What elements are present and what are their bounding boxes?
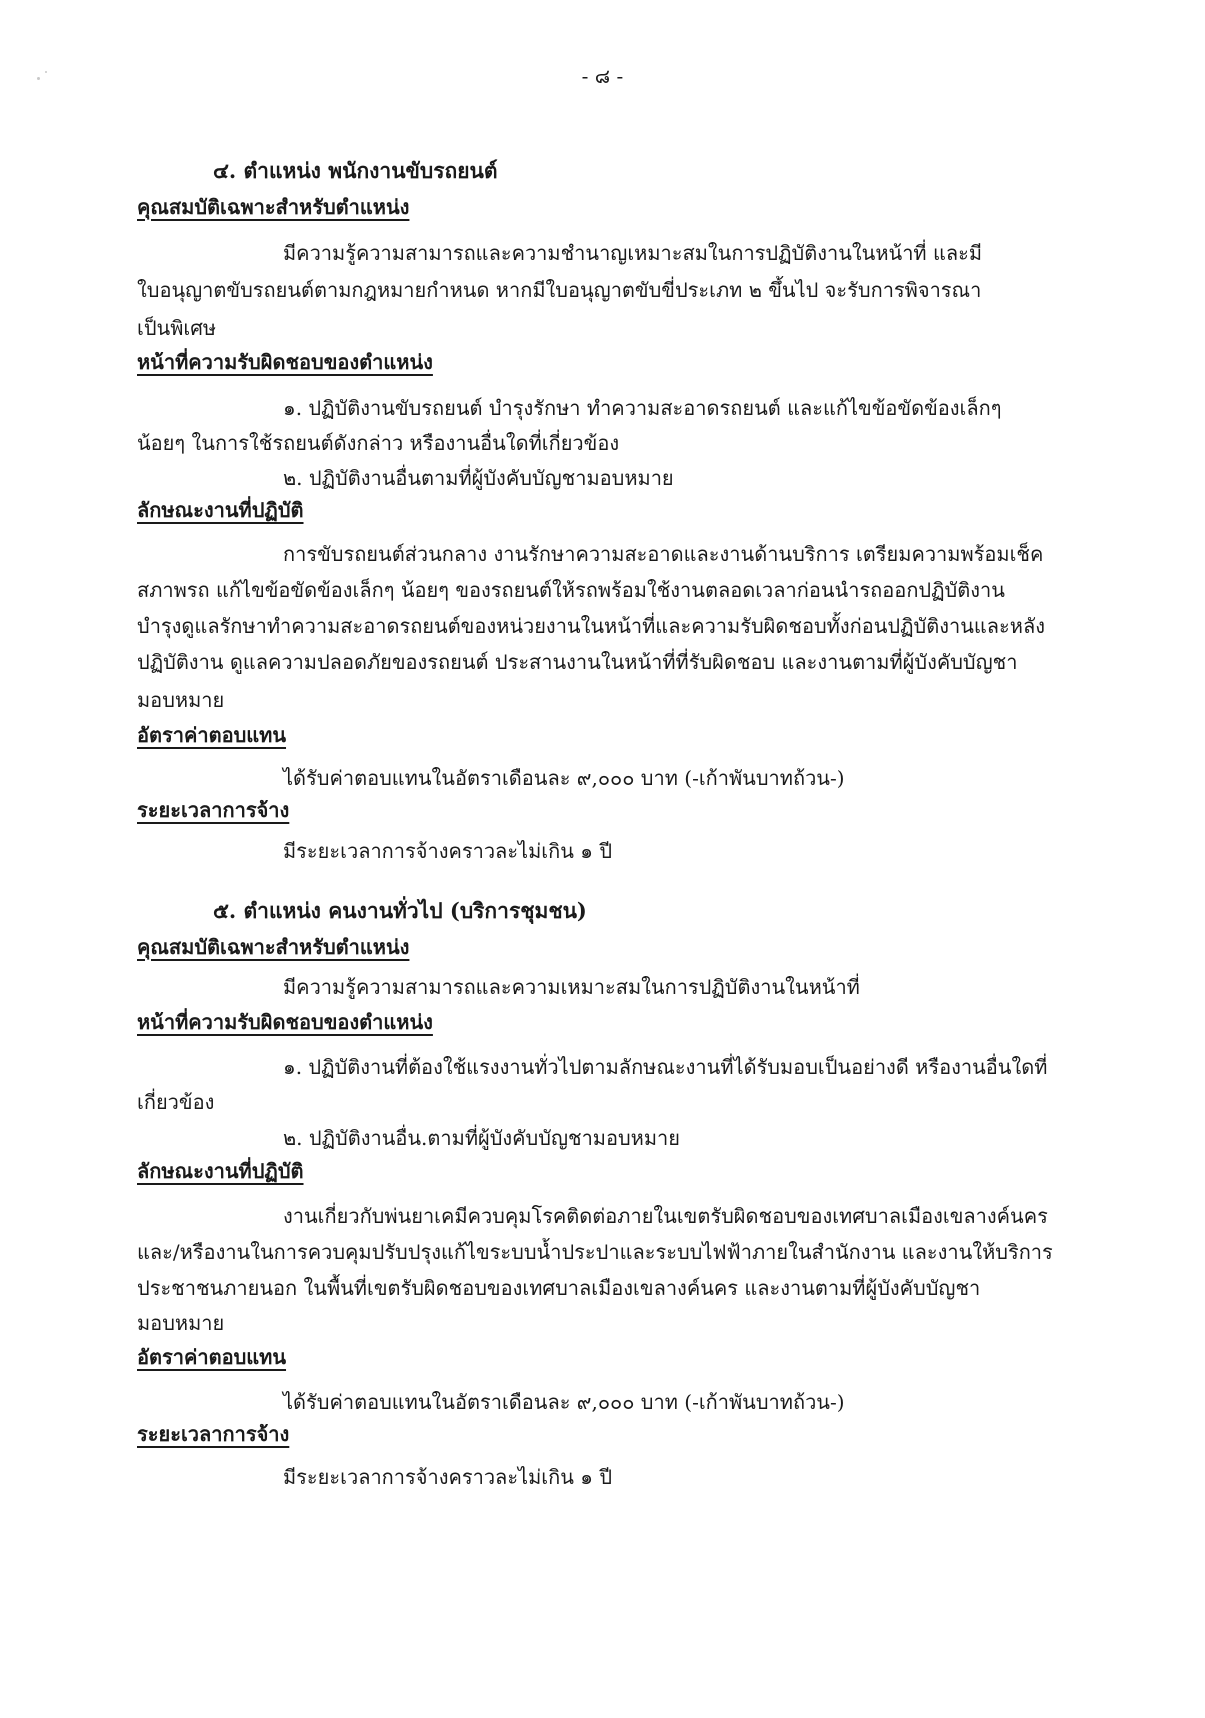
- pay-label: อัตราค่าตอบแทน: [137, 723, 287, 747]
- qualifications-line: มีความรู้ความสามารถและความเหมาะสมในการปฏิบัติงานในหน้าที่: [283, 975, 860, 999]
- scan-speck: [37, 77, 40, 80]
- nature-line: งานเกี่ยวกับพ่นยาเคมีควบคุมโรคติดต่อภายในเขตรับผิดชอบของเทศบาลเมืองเขลางค์นคร: [283, 1204, 1048, 1228]
- term-label: ระยะเวลาการจ้าง: [137, 1422, 290, 1446]
- position-heading: ๔. ตำแหน่ง พนักงานขับรถยนต์: [213, 158, 498, 183]
- nature-line: สภาพรถ แก้ไขข้อขัดข้องเล็กๆ น้อยๆ ของรถยนต์ให้รถพร้อมใช้งานตลอดเวลาก่อนนำรถออกปฏิบัติงาน: [137, 578, 1005, 602]
- qualifications-label: คุณสมบัติเฉพาะสำหรับตำแหน่ง: [137, 935, 410, 959]
- term-label: ระยะเวลาการจ้าง: [137, 798, 290, 822]
- position-heading: ๕. ตำแหน่ง คนงานทั่วไป (บริการชุมชน): [213, 898, 587, 923]
- pay-text: ได้รับค่าตอบแทนในอัตราเดือนละ ๙,๐๐๐ บาท (-เก้าพันบาทถ้วน-): [283, 1390, 845, 1414]
- scan-speck: [45, 71, 47, 73]
- pay-label: อัตราค่าตอบแทน: [137, 1345, 287, 1369]
- duties-label: หน้าที่ความรับผิดชอบของตำแหน่ง: [137, 1010, 433, 1034]
- nature-label: ลักษณะงานที่ปฏิบัติ: [137, 498, 304, 522]
- duty-line: ๑. ปฏิบัติงานที่ต้องใช้แรงงานทั่วไปตามลักษณะงานที่ได้รับมอบเป็นอย่างดี หรืองานอื่นใดที่: [283, 1055, 1048, 1079]
- qualifications-line: เป็นพิเศษ: [137, 316, 217, 340]
- nature-line: มอบหมาย: [137, 688, 225, 712]
- qualifications-line: มีความรู้ความสามารถและความชำนาญเหมาะสมในการปฏิบัติงานในหน้าที่ และมี: [283, 241, 983, 265]
- nature-line: ประชาชนภายนอก ในพื้นที่เขตรับผิดชอบของเทศบาลเมืองเขลางค์นคร และงานตามที่ผู้บังคับบัญชา: [137, 1276, 981, 1300]
- nature-line: บำรุงดูแลรักษาทำความสะอาดรถยนต์ของหน่วยงานในหน้าที่และความรับผิดชอบทั้งก่อนปฏิบัติงานและหลัง: [137, 614, 1045, 638]
- nature-line: ปฏิบัติงาน ดูแลความปลอดภัยของรถยนต์ ประสานงานในหน้าที่ที่รับผิดชอบ และงานตามที่ผู้บังคับบัญชา: [137, 650, 1018, 674]
- nature-label: ลักษณะงานที่ปฏิบัติ: [137, 1159, 304, 1183]
- qualifications-label: คุณสมบัติเฉพาะสำหรับตำแหน่ง: [137, 195, 410, 219]
- nature-line: และ/หรืองานในการควบคุมปรับปรุงแก้ไขระบบน้ำประปาและระบบไฟฟ้าภายในสำนักงาน และงานให้บริการ: [137, 1240, 1053, 1264]
- qualifications-line: ใบอนุญาตขับรถยนต์ตามกฎหมายกำหนด หากมีใบอนุญาตขับขี่ประเภท ๒ ขึ้นไป จะรับการพิจารณา: [137, 278, 982, 302]
- nature-line: การขับรถยนต์ส่วนกลาง งานรักษาความสะอาดและงานด้านบริการ เตรียมความพร้อมเช็ค: [283, 542, 1044, 566]
- duty-line: ๑. ปฏิบัติงานขับรถยนต์ บำรุงรักษา ทำความสะอาดรถยนต์ และแก้ไขข้อขัดข้องเล็กๆ: [283, 396, 1002, 420]
- duty-line: ๒. ปฏิบัติงานอื่น.ตามที่ผู้บังคับบัญชามอบหมาย: [283, 1126, 681, 1150]
- duties-label: หน้าที่ความรับผิดชอบของตำแหน่ง: [137, 350, 433, 374]
- nature-line: มอบหมาย: [137, 1311, 225, 1335]
- term-text: มีระยะเวลาการจ้างคราวละไม่เกิน ๑ ปี: [283, 1465, 613, 1489]
- term-text: มีระยะเวลาการจ้างคราวละไม่เกิน ๑ ปี: [283, 839, 613, 863]
- pay-text: ได้รับค่าตอบแทนในอัตราเดือนละ ๙,๐๐๐ บาท (-เก้าพันบาทถ้วน-): [283, 766, 845, 790]
- duty-line: เกี่ยวข้อง: [137, 1090, 215, 1114]
- duty-line: ๒. ปฏิบัติงานอื่นตามที่ผู้บังคับบัญชามอบหมาย: [283, 466, 674, 490]
- duty-line: น้อยๆ ในการใช้รถยนต์ดังกล่าว หรืองานอื่นใดที่เกี่ยวข้อง: [137, 431, 620, 455]
- page-number: - ๘ -: [581, 64, 624, 88]
